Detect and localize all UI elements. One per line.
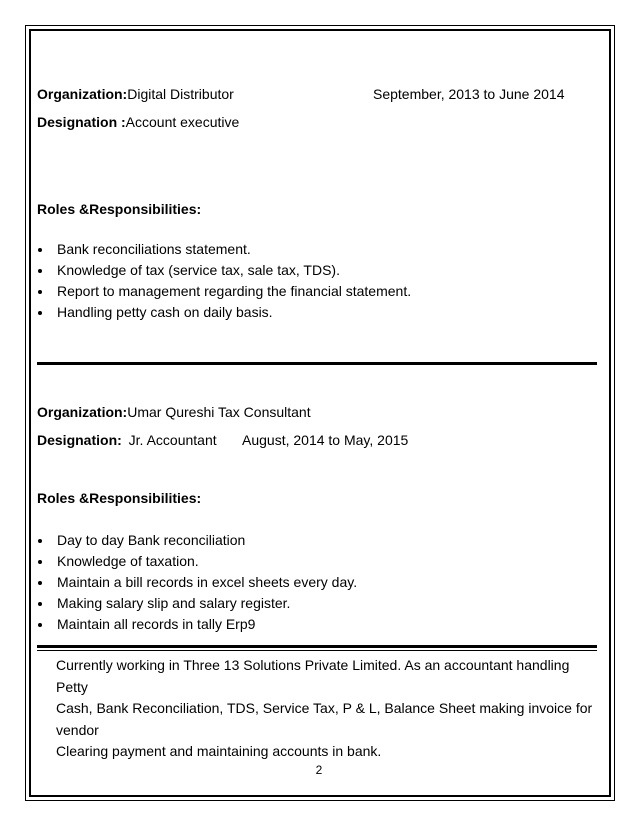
job2-designation xyxy=(37,432,217,449)
list-item: Knowledge of tax (service tax, sale tax, TDS). xyxy=(37,260,411,281)
job2-roles-heading xyxy=(37,490,201,507)
job1-roles-heading xyxy=(37,201,201,218)
page-number: 2 xyxy=(315,763,323,777)
job1-org-value: Digital Distributor xyxy=(127,86,234,102)
list-item: Day to day Bank reconciliation xyxy=(37,530,357,551)
job1-responsibilities-list xyxy=(37,239,411,323)
current-line: Currently working in Three 13 Solutions Private Limited. As an accountant handling Petty xyxy=(56,657,570,695)
job2-organization xyxy=(37,404,311,421)
section-divider-thin xyxy=(37,650,597,651)
job2-org-label: Organization: xyxy=(37,404,128,420)
list-item: Bank reconciliations statement. xyxy=(37,239,411,260)
job1-roles-heading-text: Roles &Responsibilities: xyxy=(37,201,202,217)
list-item: Making salary slip and salary register. xyxy=(37,593,357,614)
job1-designation xyxy=(37,114,239,131)
job2-responsibilities-list xyxy=(37,530,357,635)
job1-org-label: Organization: xyxy=(37,86,128,102)
job1-dates: September, 2013 to June 2014 xyxy=(373,86,565,102)
job2-desig-value: Jr. Accountant xyxy=(128,432,217,448)
job1-desig-value: Account executive xyxy=(125,114,240,130)
job2-org-value: Umar Qureshi Tax Consultant xyxy=(127,404,311,420)
current-employment-paragraph xyxy=(56,655,604,763)
list-item: Maintain all records in tally Erp9 xyxy=(37,614,357,635)
section-divider xyxy=(37,645,597,648)
list-item: Maintain a bill records in excel sheets every day. xyxy=(37,572,357,593)
list-item: Handling petty cash on daily basis. xyxy=(37,302,411,323)
current-line: Cash, Bank Reconciliation, TDS, Service Tax, P & L, Balance Sheet making invoice for vendor xyxy=(56,700,593,738)
job2-roles-heading-text: Roles &Responsibilities: xyxy=(37,490,202,506)
job1-organization xyxy=(37,86,234,103)
section-divider xyxy=(37,362,597,365)
job1-desig-label: Designation : xyxy=(37,114,126,130)
current-line: Clearing payment and maintaining accounts in bank. xyxy=(56,743,382,759)
list-item: Report to management regarding the financial statement. xyxy=(37,281,411,302)
job2-dates: August, 2014 to May, 2015 xyxy=(242,432,409,448)
job2-desig-label: Designation: xyxy=(37,432,122,448)
list-item: Knowledge of taxation. xyxy=(37,551,357,572)
